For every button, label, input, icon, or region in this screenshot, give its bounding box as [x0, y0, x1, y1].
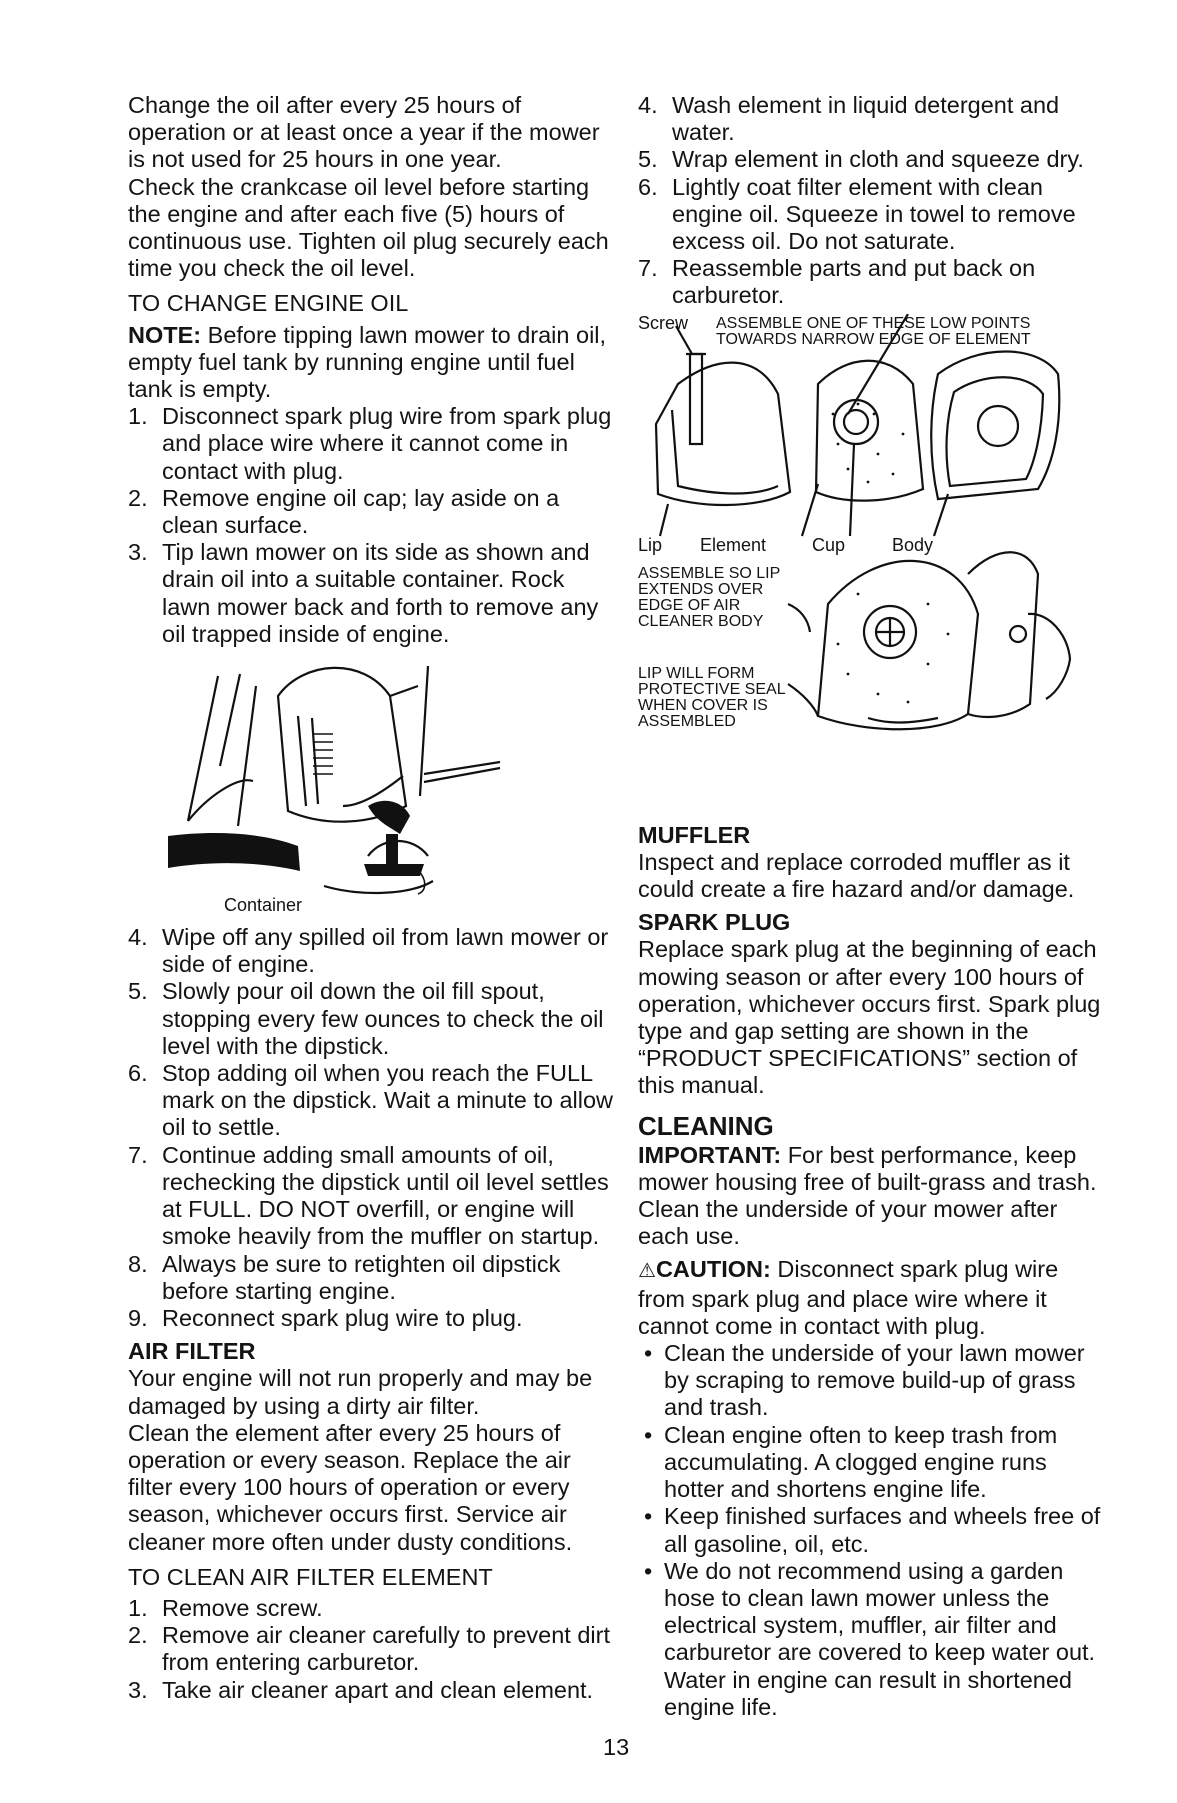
spark-plug-heading: SPARK PLUG — [638, 909, 791, 936]
list-item: 3. Take air cleaner apart and clean element. — [128, 1676, 594, 1703]
air-filter-exploded-drawing — [638, 314, 1108, 814]
caution-paragraph — [638, 1256, 1108, 1340]
list-item: 2. Remove engine oil cap; lay aside on a clean surface. — [128, 484, 560, 539]
note-paragraph — [128, 322, 618, 404]
bullet-icon: • — [644, 1503, 653, 1530]
warning-triangle-icon: ⚠ — [638, 1260, 656, 1283]
muffler-heading: MUFFLER — [638, 821, 751, 848]
note-label: NOTE: — [128, 321, 202, 348]
bullet-icon: • — [644, 1340, 653, 1367]
important-label: IMPORTANT: — [638, 1141, 782, 1168]
important-paragraph — [638, 1142, 1108, 1251]
list-item: 4. Wash element in liquid detergent and water. — [638, 92, 1060, 146]
list-item: • Clean engine often to keep trash from accumulating. A clogged engine runs hotter and shortens engine life. — [644, 1421, 1058, 1503]
oil-drain-illustration — [128, 656, 608, 918]
note-text: Before tipping lawn mower to drain oil, empty fuel tank by running engine until fuel tank is empty. — [128, 321, 607, 403]
list-item: 2. Remove air cleaner carefully to prevent dirt from entering carburetor. — [128, 1622, 611, 1676]
list-item: • Keep finished surfaces and wheels free of all gasoline, oil, etc. — [644, 1503, 1101, 1557]
list-item: 1. Remove screw. — [128, 1594, 323, 1621]
bullet-icon: • — [644, 1557, 653, 1584]
clean-air-filter-heading: TO CLEAN AIR FILTER ELEMENT — [128, 1563, 493, 1590]
list-item: 7. Continue adding small amounts of oil, rechecking the dipstick until oil level settles at FULL. DO NOT overfill, or engine will smoke heavily from the muffler on startup. — [128, 1141, 609, 1250]
air-filter-paragraph-1: Your engine will not run properly and may be damaged by using a dirty air filter. — [128, 1365, 593, 1419]
list-item: • Clean the underside of your lawn mower by scraping to remove build-up of grass and trash. — [644, 1340, 1085, 1421]
caution-label: CAUTION: — [655, 1256, 771, 1283]
cleaning-bullets — [638, 1340, 1108, 1721]
list-item: 6. Lightly coat filter element with clean engine oil. Squeeze in towel to remove excess oil. Do not saturate. — [638, 173, 1076, 255]
body-label: Body — [892, 534, 934, 555]
element-label: Element — [700, 534, 767, 555]
cup-label: Cup — [812, 534, 846, 555]
air-filter-illustration — [638, 314, 1108, 814]
oil-steps-list-b — [128, 924, 618, 1332]
oil-change-intro: Change the oil after every 25 hours of operation or at least once a year if the mower is not used for 25 hours in one year. — [128, 92, 600, 173]
lip-label: Lip — [638, 534, 663, 555]
assemble-lip-note: ASSEMBLE SO LIP EXTENDS OVER EDGE OF AIR CLEANER BODY — [638, 564, 780, 630]
list-item: 7. Reassemble parts and put back on carburetor. — [638, 255, 1036, 309]
air-filter-paragraph-2: Clean the element after every 25 hours of operation or every season. Replace the air filter every 100 hours of operation or every season, whichever occurs first. Service air cleaner more often under dusty conditions. — [128, 1419, 573, 1555]
mower-tipped-drawing — [128, 656, 608, 918]
list-item: 1. Disconnect spark plug wire from spark plug and place wire where it cannot come in contact with plug. — [128, 403, 612, 484]
screw-label: Screw — [638, 312, 689, 333]
assemble-low-points-note: ASSEMBLE ONE OF THESE LOW POINTS TOWARDS NARROW EDGE OF ELEMENT — [716, 314, 1031, 348]
list-item: 5. Slowly pour oil down the oil fill spout, stopping every few ounces to check the oil level with the dipstick. — [128, 978, 604, 1059]
list-item: 3. Tip lawn mower on its side as shown and drain oil into a suitable container. Rock lawn mower back and forth to remove any oil trapped inside of engine. — [128, 539, 599, 647]
cleaning-heading: CLEANING — [638, 1110, 774, 1141]
page-number: 13 — [603, 1734, 630, 1760]
list-item: 9. Reconnect spark plug wire to plug. — [128, 1304, 523, 1331]
protective-seal-note: LIP WILL FORM PROTECTIVE SEAL WHEN COVER IS ASSEMBLED — [638, 664, 785, 730]
oil-steps-list-a — [128, 403, 618, 648]
oil-check-paragraph: Check the crankcase oil level before starting the engine and after each five (5) hours of continuous use. Tighten oil plug securely each time you check the oil level. — [128, 173, 609, 282]
list-item: 8. Always be sure to retighten oil dipstick before starting engine. — [128, 1250, 561, 1304]
list-item: • We do not recommend using a garden hose to clean lawn mower unless the electrical system, muffler, air filter and carburetor are covered to keep water out. Water in engine can result in shortened engine life. — [644, 1557, 1096, 1720]
spark-plug-paragraph: Replace spark plug at the beginning of each mowing season or after every 100 hours of operation, whichever occurs first. Spark plug type and gap setting are shown in the “PRODUCT SPECIFICATIONS” section of this manual. — [638, 936, 1101, 1099]
list-item: 5. Wrap element in cloth and squeeze dry. — [638, 146, 1084, 173]
change-oil-heading: TO CHANGE ENGINE OIL — [128, 290, 409, 317]
right-column — [638, 92, 1108, 1721]
left-column — [128, 92, 618, 1704]
list-item: 6. Stop adding oil when you reach the FULL mark on the dipstick. Wait a minute to allow oil to settle. — [128, 1060, 614, 1141]
air-filter-heading: AIR FILTER — [128, 1338, 256, 1365]
air-filter-steps-list — [128, 1595, 618, 1704]
air-filter-steps-list-cont — [638, 92, 1108, 310]
list-item: 4. Wipe off any spilled oil from lawn mower or side of engine. — [128, 924, 609, 978]
caution-text: Disconnect spark plug wire from spark plug and place wire where it cannot come in contact with plug. — [638, 1256, 1059, 1339]
bullet-icon: • — [644, 1421, 653, 1448]
container-label: Container — [224, 895, 303, 916]
important-text: For best performance, keep mower housing free of built-grass and trash. Clean the underside of your mower after each use. — [638, 1141, 1097, 1250]
muffler-paragraph: Inspect and replace corroded muffler as it could create a fire hazard and/or damage. — [638, 848, 1075, 903]
